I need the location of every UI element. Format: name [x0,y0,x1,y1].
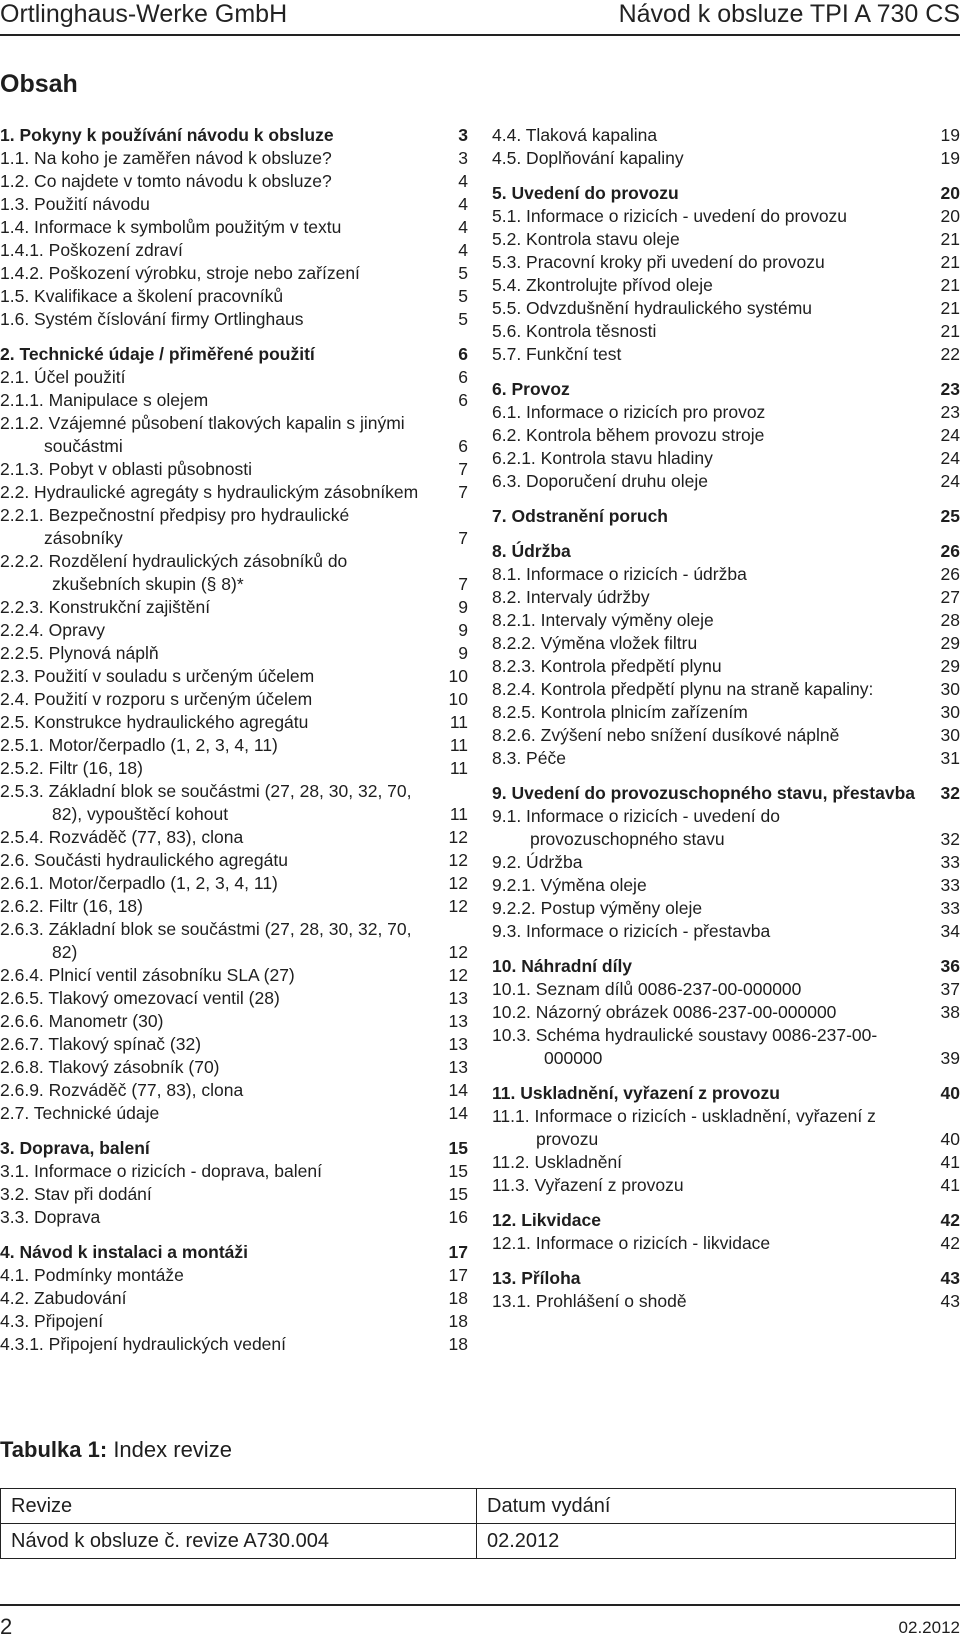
toc-entry-page: 28 [940,610,960,630]
toc-entry-page: 12 [448,965,468,985]
toc-entry-title: 7. Odstranění poruch [492,506,668,526]
toc-entry-page: 7 [458,574,468,594]
toc-entry [0,366,468,389]
toc-entry-page: 13 [448,1011,468,1031]
toc-entry-page: 20 [940,206,960,226]
toc-entry-page: 10 [448,689,468,709]
toc-entry [492,874,960,897]
toc-entry-title: 2.1. Účel použití [0,367,126,387]
toc-entry-page: 6 [458,344,468,364]
toc-entry-title: 10.1. Seznam dílů 0086-237-00-000000 [492,979,802,999]
toc-entry-page: 30 [940,725,960,745]
toc-section-entry [492,1209,960,1232]
toc-entry-title: 2.1.1. Manipulace s olejem [0,390,209,410]
toc-entry [0,412,468,458]
toc-entry-title: 2.5.3. Základní blok se součástmi (27, 28, 30, 32, 70, 82), vypouštěcí kohout [0,781,412,824]
toc-entry-title: 2.5.2. Filtr (16, 18) [0,758,143,778]
toc-entry-page: 41 [940,1152,960,1172]
toc-entry-page: 42 [940,1210,960,1230]
toc-entry [0,308,468,331]
toc-entry-page: 32 [940,783,960,803]
toc-entry-title: 1.5. Kvalifikace a školení pracovníků [0,286,284,306]
toc-entry-title: 10.3. Schéma hydraulické soustavy 0086-237-00-000000 [492,1025,878,1068]
company-name: Ortlinghaus-Werke GmbH [0,0,288,28]
toc-entry-page: 40 [940,1083,960,1103]
toc-entry-page: 11 [449,735,468,755]
header-cell-date: Datum vydání [477,1489,956,1524]
toc-entry [492,920,960,943]
revision-table-title [0,1437,232,1463]
revision-table [0,1488,956,1559]
toc-entry [0,1010,468,1033]
table-header-row [1,1489,956,1524]
toc-entry-title: 4.2. Zabudování [0,1288,127,1308]
toc-entry [0,389,468,412]
toc-entry [0,1033,468,1056]
toc-entry [492,470,960,493]
toc-entry-page: 31 [940,748,960,768]
toc-entry [492,655,960,678]
toc-entry [492,724,960,747]
toc-entry-title: 8.1. Informace o rizicích - údržba [492,564,747,584]
toc-entry [0,964,468,987]
header-cell-revision: Revize [1,1489,477,1524]
toc-entry-page: 6 [458,390,468,410]
toc-entry-page: 21 [940,321,960,341]
toc-entry-page: 4 [458,217,468,237]
toc-entry-title: 1.4.2. Poškození výrobku, stroje nebo zařízení [0,263,360,283]
toc-entry-title: 6.2. Kontrola během provozu stroje [492,425,765,445]
toc-entry-title: 11.3. Vyřazení z provozu [492,1175,684,1195]
toc-entry [0,780,468,826]
toc-entry-page: 21 [940,229,960,249]
toc-entry [0,642,468,665]
toc-entry-page: 32 [940,829,960,849]
toc-entry [492,124,960,147]
toc-entry-page: 41 [940,1175,960,1195]
toc-entry-title: 2.4. Použití v rozporu s určeným účelem [0,689,313,709]
toc-entry-title: 6.3. Doporučení druhu oleje [492,471,708,491]
toc-entry [492,747,960,770]
toc-entry [492,805,960,851]
toc-entry-page: 39 [940,1048,960,1068]
toc-entry [0,987,468,1010]
toc-entry-title: 2.3. Použití v souladu s určeným účelem [0,666,315,686]
toc-entry-title: 5.1. Informace o rizicích - uvedení do provozu [492,206,848,226]
header-divider [0,34,960,36]
toc-entry-title: 8.2. Intervaly údržby [492,587,650,607]
toc-entry-title: 12. Likvidace [492,1210,601,1230]
toc-entry-page: 15 [448,1161,468,1181]
page-number: 2 [0,1614,13,1639]
toc-entry-page: 12 [448,827,468,847]
toc-entry-title: 8.2.2. Výměna vložek filtru [492,633,698,653]
toc-entry [0,285,468,308]
toc-entry-title: 5.7. Funkční test [492,344,622,364]
toc-entry [0,596,468,619]
toc-entry [0,458,468,481]
toc-entry [492,228,960,251]
toc-entry-page: 5 [458,263,468,283]
toc-section-entry [492,505,960,528]
toc-entry-page: 7 [458,459,468,479]
toc-entry-page: 18 [448,1334,468,1354]
toc-entry-title: 2. Technické údaje / přiměřené použití [0,344,315,364]
toc-entry-page: 33 [940,875,960,895]
toc-heading: Obsah [0,70,78,98]
toc-entry-title: 1.4. Informace k symbolům použitým v textu [0,217,342,237]
toc-entry-title: 2.5.4. Rozváděč (77, 83), clona [0,827,244,847]
footer-divider [0,1604,960,1606]
toc-entry-title: 2.1.2. Vzájemné působení tlakových kapalin s jinými součástmi [0,413,405,456]
toc-section-entry [0,1241,468,1264]
toc-entry [0,619,468,642]
table-row [1,1524,956,1559]
toc-entry-title: 11.1. Informace o rizicích - uskladnění, vyřazení z provozu [492,1106,876,1149]
toc-entry-title: 2.2.3. Konstrukční zajištění [0,597,211,617]
toc-entry-title: 5.2. Kontrola stavu oleje [492,229,680,249]
toc-entry [0,757,468,780]
toc-entry-title: 11. Uskladnění, vyřazení z provozu [492,1083,780,1103]
toc-entry-title: 2.5.1. Motor/čerpadlo (1, 2, 3, 4, 11) [0,735,278,755]
toc-entry-title: 1.4.1. Poškození zdraví [0,240,183,260]
toc-entry-page: 11 [449,712,468,732]
toc-entry-title: 5.3. Pracovní kroky při uvedení do provozu [492,252,825,272]
toc-entry [492,205,960,228]
toc-entry-title: 2.5. Konstrukce hydraulického agregátu [0,712,309,732]
toc-entry [492,978,960,1001]
toc-entry-title: 2.6.4. Plnicí ventil zásobníku SLA (27) [0,965,295,985]
toc-entry-title: 2.2. Hydraulické agregáty s hydraulickým zásobníkem [0,482,419,502]
toc-entry [492,447,960,470]
toc-entry-page: 15 [448,1184,468,1204]
toc-entry-title: 1.2. Co najdete v tomto návodu k obsluze? [0,171,332,191]
document-title: Návod k obsluze TPI A 730 CS [618,0,960,28]
toc-entry-page: 12 [448,873,468,893]
toc-section-entry [492,1267,960,1290]
toc-entry-title: 9.2.1. Výměna oleje [492,875,647,895]
toc-entry-page: 14 [448,1103,468,1123]
toc-entry [492,897,960,920]
toc-entry-title: 2.2.4. Opravy [0,620,106,640]
table-caption: Index revize [113,1437,232,1462]
toc-entry-page: 7 [458,482,468,502]
toc-section-entry [0,343,468,366]
toc-entry [0,504,468,550]
toc-entry [492,147,960,170]
toc-entry [492,1105,960,1151]
toc-entry-page: 13 [448,1057,468,1077]
toc-entry [0,849,468,872]
toc-entry [492,297,960,320]
toc-entry-title: 2.1.3. Pobyt v oblasti působnosti [0,459,252,479]
toc-entry-title: 2.6.5. Tlakový omezovací ventil (28) [0,988,280,1008]
toc-entry-page: 4 [458,240,468,260]
toc-entry [492,609,960,632]
toc-section-entry [0,1137,468,1160]
toc-entry-page: 6 [458,436,468,456]
toc-entry-page: 11 [449,758,468,778]
toc-section-entry [492,782,960,805]
toc-entry-title: 3.1. Informace o rizicích - doprava, balení [0,1161,322,1181]
toc-entry-title: 8.2.4. Kontrola předpětí plynu na straně kapaliny: [492,679,874,699]
toc-entry-title: 5. Uvedení do provozu [492,183,679,203]
toc-entry-title: 2.6.6. Manometr (30) [0,1011,164,1031]
toc-entry [492,274,960,297]
toc-right-column [492,124,960,1313]
toc-entry [492,424,960,447]
toc-entry-title: 3. Doprava, balení [0,1138,150,1158]
toc-entry [492,1024,960,1070]
toc-entry-title: 9. Uvedení do provozuschopného stavu, přestavba [492,783,916,803]
toc-entry-page: 43 [940,1291,960,1311]
toc-entry-title: 6.2.1. Kontrola stavu hladiny [492,448,713,468]
toc-entry [492,632,960,655]
toc-entry-title: 3.3. Doprava [0,1207,101,1227]
toc-entry-page: 21 [940,298,960,318]
toc-entry-page: 38 [940,1002,960,1022]
toc-entry-page: 12 [448,942,468,962]
toc-entry-page: 4 [458,171,468,191]
toc-entry-page: 16 [448,1207,468,1227]
toc-entry [492,320,960,343]
toc-entry-title: 2.6.2. Filtr (16, 18) [0,896,143,916]
toc-entry-page: 13 [448,988,468,1008]
toc-entry [492,701,960,724]
toc-entry-page: 18 [448,1311,468,1331]
toc-entry-page: 25 [940,506,960,526]
toc-entry-page: 40 [940,1129,960,1149]
toc-entry [492,563,960,586]
toc-entry [0,872,468,895]
toc-entry-title: 5.4. Zkontrolujte přívod oleje [492,275,713,295]
toc-entry-title: 4.4. Tlaková kapalina [492,125,658,145]
toc-entry-page: 17 [448,1242,468,1262]
toc-entry-page: 3 [458,148,468,168]
toc-entry-page: 13 [448,1034,468,1054]
toc-entry-page: 6 [458,367,468,387]
toc-entry-title: 2.2.1. Bezpečnostní předpisy pro hydraulické zásobníky [0,505,350,548]
toc-entry-title: 5.6. Kontrola těsnosti [492,321,657,341]
toc-entry-page: 9 [458,620,468,640]
toc-section-entry [492,378,960,401]
toc-entry-title: 13. Příloha [492,1268,581,1288]
toc-entry [0,262,468,285]
toc-entry-title: 2.2.2. Rozdělení hydraulických zásobníků do zkušebních skupin (§ 8)* [0,551,348,594]
toc-entry-title: 8. Údržba [492,541,571,561]
toc-entry-title: 10. Náhradní díly [492,956,633,976]
toc-entry-page: 5 [458,286,468,306]
toc-entry-title: 1.6. Systém číslování firmy Ortlinghaus [0,309,304,329]
toc-entry-title: 11.2. Uskladnění [492,1152,623,1172]
toc-section-entry [492,955,960,978]
toc-entry-title: 8.2.6. Zvýšení nebo snížení dusíkové náplně [492,725,840,745]
toc-entry-title: 9.3. Informace o rizicích - přestavba [492,921,771,941]
toc-entry-title: 2.6.1. Motor/čerpadlo (1, 2, 3, 4, 11) [0,873,278,893]
toc-section-entry [0,124,468,147]
toc-entry [0,193,468,216]
toc-entry [0,1079,468,1102]
toc-entry [0,1160,468,1183]
toc-entry-page: 37 [940,979,960,999]
toc-entry [0,239,468,262]
page-header [0,0,960,36]
toc-entry-title: 6.1. Informace o rizicích pro provoz [492,402,766,422]
toc-entry [0,1206,468,1229]
toc-entry-page: 10 [448,666,468,686]
toc-entry [0,1310,468,1333]
toc-entry [492,851,960,874]
toc-left-column [0,124,468,1356]
toc-entry-page: 3 [458,125,468,145]
toc-section-entry [492,182,960,205]
toc-entry [492,251,960,274]
toc-entry-page: 27 [940,587,960,607]
toc-entry-page: 15 [448,1138,468,1158]
toc-entry-title: 3.2. Stav při dodání [0,1184,152,1204]
toc-entry [0,216,468,239]
toc-entry-page: 9 [458,643,468,663]
toc-entry-page: 5 [458,309,468,329]
toc-entry-title: 1.3. Použití návodu [0,194,150,214]
cell-revision: Návod k obsluze č. revize A730.004 [1,1524,477,1559]
toc-entry-page: 33 [940,852,960,872]
toc-entry-title: 8.3. Péče [492,748,566,768]
toc-entry-page: 4 [458,194,468,214]
toc-entry [0,1287,468,1310]
toc-entry-title: 9.2. Údržba [492,852,583,872]
toc-entry-title: 2.6.3. Základní blok se součástmi (27, 28, 30, 32, 70, 82) [0,919,412,962]
toc-entry-page: 12 [448,896,468,916]
toc-entry-title: 9.1. Informace o rizicích - uvedení do provozuschopného stavu [492,806,780,849]
toc-section-entry [492,1082,960,1105]
toc-entry-title: 4.3.1. Připojení hydraulických vedení [0,1334,286,1354]
toc-entry [492,1151,960,1174]
toc-section-entry [492,540,960,563]
toc-entry [492,586,960,609]
toc-entry-page: 18 [448,1288,468,1308]
toc-entry [0,711,468,734]
toc-entry-title: 1. Pokyny k používání návodu k obsluze [0,125,334,145]
toc-entry-title: 2.6. Součásti hydraulického agregátu [0,850,288,870]
toc-entry [492,1001,960,1024]
toc-entry-page: 19 [940,125,960,145]
toc-entry-page: 21 [940,252,960,272]
toc-entry [492,401,960,424]
toc-entry-page: 26 [940,564,960,584]
footer-date: 02.2012 [898,1618,960,1637]
toc-entry [0,1056,468,1079]
toc-entry-title: 2.6.8. Tlakový zásobník (70) [0,1057,220,1077]
toc-entry [0,147,468,170]
toc-entry-title: 4.5. Doplňování kapaliny [492,148,684,168]
toc-entry-page: 43 [940,1268,960,1288]
toc-entry [0,1333,468,1356]
toc-entry-page: 21 [940,275,960,295]
toc-entry [492,1232,960,1255]
toc-entry-page: 42 [940,1233,960,1253]
toc-entry [0,1264,468,1287]
toc-entry-page: 20 [940,183,960,203]
toc-entry [492,343,960,366]
toc-entry-page: 30 [940,679,960,699]
toc-entry-page: 26 [940,541,960,561]
toc-entry-title: 2.6.9. Rozváděč (77, 83), clona [0,1080,244,1100]
toc-entry [0,918,468,964]
toc-entry-title: 1.1. Na koho je zaměřen návod k obsluze? [0,148,332,168]
toc-entry-page: 23 [940,379,960,399]
toc-entry-page: 12 [448,850,468,870]
toc-entry-page: 17 [448,1265,468,1285]
toc-entry-title: 8.2.5. Kontrola plnicím zařízením [492,702,748,722]
toc-entry [0,734,468,757]
toc-entry-title: 10.2. Názorný obrázek 0086-237-00-000000 [492,1002,837,1022]
toc-entry [492,1290,960,1313]
toc-entry [0,481,468,504]
toc-entry-page: 29 [940,656,960,676]
toc-entry [0,895,468,918]
toc-entry-title: 6. Provoz [492,379,570,399]
toc-entry-title: 2.6.7. Tlakový spínač (32) [0,1034,202,1054]
toc-entry-page: 22 [940,344,960,364]
toc-entry-page: 33 [940,898,960,918]
toc-entry [0,1102,468,1125]
toc-entry-title: 8.2.1. Intervaly výměny oleje [492,610,714,630]
table-label: Tabulka 1: [0,1437,108,1462]
toc-entry-page: 23 [940,402,960,422]
toc-entry-page: 29 [940,633,960,653]
toc-entry-title: 2.2.5. Plynová náplň [0,643,159,663]
toc-entry-title: 13.1. Prohlášení o shodě [492,1291,687,1311]
toc-entry [492,1174,960,1197]
toc-entry-page: 7 [458,528,468,548]
toc-entry [0,665,468,688]
toc-entry-page: 24 [940,471,960,491]
toc-entry-title: 12.1. Informace o rizicích - likvidace [492,1233,771,1253]
cell-date: 02.2012 [477,1524,956,1559]
toc-entry-page: 34 [940,921,960,941]
toc-entry-title: 8.2.3. Kontrola předpětí plynu [492,656,722,676]
toc-entry-title: 4.1. Podmínky montáže [0,1265,184,1285]
toc-entry-page: 36 [940,956,960,976]
toc-entry-page: 24 [940,425,960,445]
toc-entry [0,170,468,193]
toc-entry-page: 9 [458,597,468,617]
toc-entry [0,550,468,596]
toc-entry-page: 11 [449,804,468,824]
toc-entry [0,1183,468,1206]
toc-entry [0,688,468,711]
toc-entry [0,826,468,849]
toc-entry [492,678,960,701]
toc-entry-title: 9.2.2. Postup výměny oleje [492,898,703,918]
toc-entry-title: 4.3. Připojení [0,1311,104,1331]
toc-entry-page: 19 [940,148,960,168]
toc-entry-title: 2.7. Technické údaje [0,1103,160,1123]
toc-entry-title: 5.5. Odvzdušnění hydraulického systému [492,298,813,318]
toc-entry-page: 30 [940,702,960,722]
toc-entry-page: 24 [940,448,960,468]
toc-entry-title: 4. Návod k instalaci a montáži [0,1242,248,1262]
toc-entry-page: 14 [448,1080,468,1100]
